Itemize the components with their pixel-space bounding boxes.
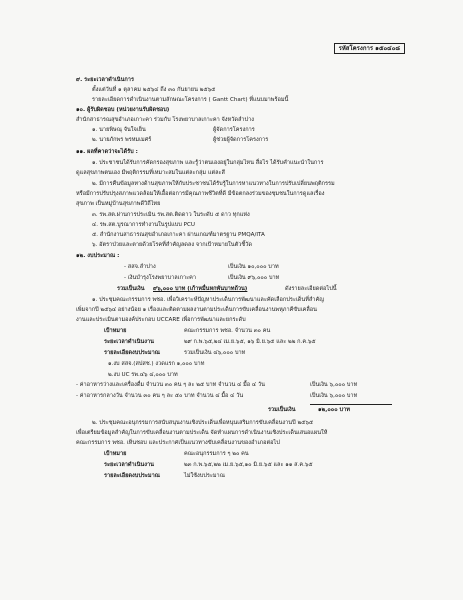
activity-1-intro-line-2: เพิ่มจากปี ๒๕๖๔ อย่างน้อย ๑ เรื่องและติดตามผลงานตามประเด็นการขับเคลื่อนงานพหุภาคีขับเคลื่อน [76, 307, 317, 313]
activity-1-intro-line-3: งานและประเมินตามองค์ประกอบ UCCARE เพื่อการพัฒนาและยกระดับ [76, 317, 246, 323]
activity-1-cost-1: - ค่าอาหารว่างและเครื่องดื่ม จำนวน ๓๐ คน ๆ ละ ๒๕ บาท จำนวน ๔ มื้อ ๔ วัน [76, 382, 265, 388]
section-11-heading: ๑๑. ผลที่คาดว่าจะได้รับ : [76, 149, 138, 155]
responsible-organization: สำนักสาธารณสุขอำเภอเกาะคา ร่วมกับ โรงพยาบาลเกาะคา จังหวัดลำปาง [76, 117, 254, 123]
activity-2-intro-line-2: เพื่อเตรียมข้อมูลสำคัญในการขับเคลื่อนงานตามประเด็น จัดทำแผนการดำเนินงานเชิงประเด็นเสนอแผนให้ [76, 430, 328, 436]
budget-source-1: - สสจ.ลำปาง [124, 264, 156, 270]
activity-2-period-value: ๒๓ ก.พ.๖๕,๒๒ เม.ย.๖๕,๑๐ มิ.ย.๖๕ และ ๑๑ ส.ค.๖๕ [184, 462, 313, 468]
budget-total-label: รวมเป็นเงิน [117, 286, 145, 292]
expected-result-3: ๓. รพ.สต.ผ่านการประเมิน รพ.สต.ติดดาว ในระดับ ๕ ดาว ทุกแห่ง [92, 212, 250, 218]
activity-1-cost-1-amount: เป็นเงิน ๖,๐๐๐ บาท [310, 382, 358, 388]
activity-2-target-label: เป้าหมาย [104, 451, 127, 457]
expected-result-1-line-1: ๑. ประชาชนได้รับการคัดกรองสุขภาพ และรู้ว่าตนเองอยู่ในกลุ่มไหน สื่อไร ได้รับคำแนะนำในการ [92, 160, 324, 166]
responsible-person-2-name: ๒. นายภักพร พรหมเมศร์ [92, 137, 152, 143]
activity-2-period-label: ระยะเวลาดำเนินงาน [104, 462, 154, 468]
activity-2-target-value: คณะอนุกรรมการ ๆ ๒๐ คน [184, 451, 249, 457]
expected-result-6: ๖. อัตราป่วยและตายด้วยโรคที่สำคัญลดลง จากเป้าหมายในตัวชี้วัด [92, 242, 252, 248]
responsible-person-1-role: ผู้จัดการโครงการ [213, 127, 255, 133]
budget-source-2: - เงินบำรุงโรงพยาบาลเกาะคา [124, 275, 196, 281]
budget-source-2-amount: เป็นเงิน ๙๖,๐๐๐ บาท [228, 275, 280, 281]
activity-1-sum-value: ๑๒,๐๐๐ บาท [318, 407, 350, 413]
expected-result-2-line-2: หรือมีการปรับปรุงสภาพแวดล้อมให้เอื้อต่อการมีคุณภาพชีวิตที่ดี มีข้อตกลงร่วมของชุมชนในการดูแลเรื่อง [76, 191, 325, 197]
activity-1-sum-label: รวมเป็นเงิน [268, 407, 296, 413]
section-9-period: ตั้งแต่วันที่ ๑ ตุลาคม ๒๕๖๔ ถึง ๓๐ กันยายน ๒๕๖๕ [92, 87, 216, 93]
activity-1-fund-source-1: ๑.งบ สสจ.(สปสช.) งวดแรก ๑,๐๐๐ บาท [108, 361, 205, 367]
activity-1-target-value: คณะกรรมการ พชอ. จำนวน ๓๐ คน [184, 328, 271, 334]
budget-source-1-amount: เป็นเงิน ๑๐,๐๐๐ บาท [228, 264, 279, 270]
expected-result-5: ๕. สำนักงานสาธารณสุขอำเภอเกาะคา ผ่านเกณฑ์มาตรฐาน PMQA/ITA [92, 232, 265, 238]
section-10-heading: ๑๐. ผู้รับผิดชอบ (หน่วยงานรับผิดชอบ) [76, 107, 170, 113]
activity-2-intro-line-1: ๒. ประชุมคณะอนุกรรมการสนับสนุนงานเชิงประเด็นเพื่อหนุนเสริมการขับเคลื่อนงานปี ๒๕๖๕ [92, 420, 314, 426]
activity-2-intro-line-3: คณะกรรมการ พชอ. เห็นชอบ และประกาศเป็นแนวทางขับเคลื่อนงานของอำเภอต่อไป [76, 440, 280, 446]
activity-1-cost-2-amount: เป็นเงิน ๖,๐๐๐ บาท [310, 393, 358, 399]
responsible-person-2-role: ผู้ช่วยผู้จัดการโครงการ [213, 137, 269, 143]
activity-1-cost-2: - ค่าอาหารกลางวัน จำนวน ๓๐ คน ๆ ละ ๕๐ บาท จำนวน ๔ มื้อ ๔ วัน [76, 393, 244, 399]
section-12-heading: ๑๒. งบประมาณ : [76, 253, 120, 259]
expected-result-2-line-3: สุขภาพ เป็นหมู่บ้านสุขภาพดีวิถีไทย [76, 201, 161, 207]
expected-result-4: ๔. รพ.สต.บูรณาการทำงานในรูปแบบ PCU [92, 222, 195, 228]
section-9-gantt-note: รายละเอียดการดำเนินงานตามลักษณะโครงการ ( Gantt Chart) ที่แนบมาพร้อมนี้ [92, 97, 289, 103]
activity-1-period-label: ระยะเวลาดำเนินงาน [104, 339, 154, 345]
activity-1-target-label: เป้าหมาย [104, 328, 127, 334]
sum-rule [310, 404, 392, 405]
project-code: รหัสโครงการ ๑๕๐๔๐๘ [334, 43, 405, 54]
budget-total-tail: ดังรายละเอียดต่อไปนี้ [285, 286, 337, 292]
activity-1-fund-source-2: ๒.งบ UC รพ.๔๖ ๔,๐๐๐ บาท [108, 372, 178, 378]
responsible-person-1-name: ๑. นายพิษณุ จันใจเย็น [92, 127, 146, 133]
activity-1-intro-line-1: ๑. ประชุมคณะกรรมการ พชอ. เพื่อวิเคราะห์ปัญหาประเด็นการพัฒนาและคัดเลือกประเด็นที่สำคัญ [92, 297, 324, 303]
activity-1-budget-label: รายละเอียดงบประมาณ [104, 350, 160, 356]
section-9-heading: ๙. ระยะเวลาดำเนินการ [76, 77, 134, 83]
expected-result-1-line-2: ดูแลสุขภาพตนเอง มีพฤติกรรมที่เหมาะสมในแต่ละกลุ่ม แต่ละสี [76, 170, 225, 176]
activity-1-period-value: ๒๙ ก.พ.๖๕,๒๔ เม.ย.๖๕, ๑๖ มิ.ย.๖๕ และ ๒๒ ก.ค.๖๕ [184, 339, 316, 345]
activity-1-budget-value: รวมเป็นเงิน ๔๖,๐๐๐ บาท [184, 350, 246, 356]
expected-result-2-line-1: ๒. มีการคืนข้อมูลทางด้านสุขภาพให้กับประชาชนได้รับรู้ในการหาแนวทางในการปรับเปลี่ยนพฤติกรรม [92, 181, 335, 187]
activity-2-budget-label: รายละเอียดงบประมาณ [104, 473, 160, 479]
budget-total-value: ๙๖,๐๐๐ บาท (เก้าหมื่นหกพันบาทถ้วน) [153, 286, 248, 292]
activity-2-budget-value: ไม่ใช้งบประมาณ [184, 473, 225, 479]
